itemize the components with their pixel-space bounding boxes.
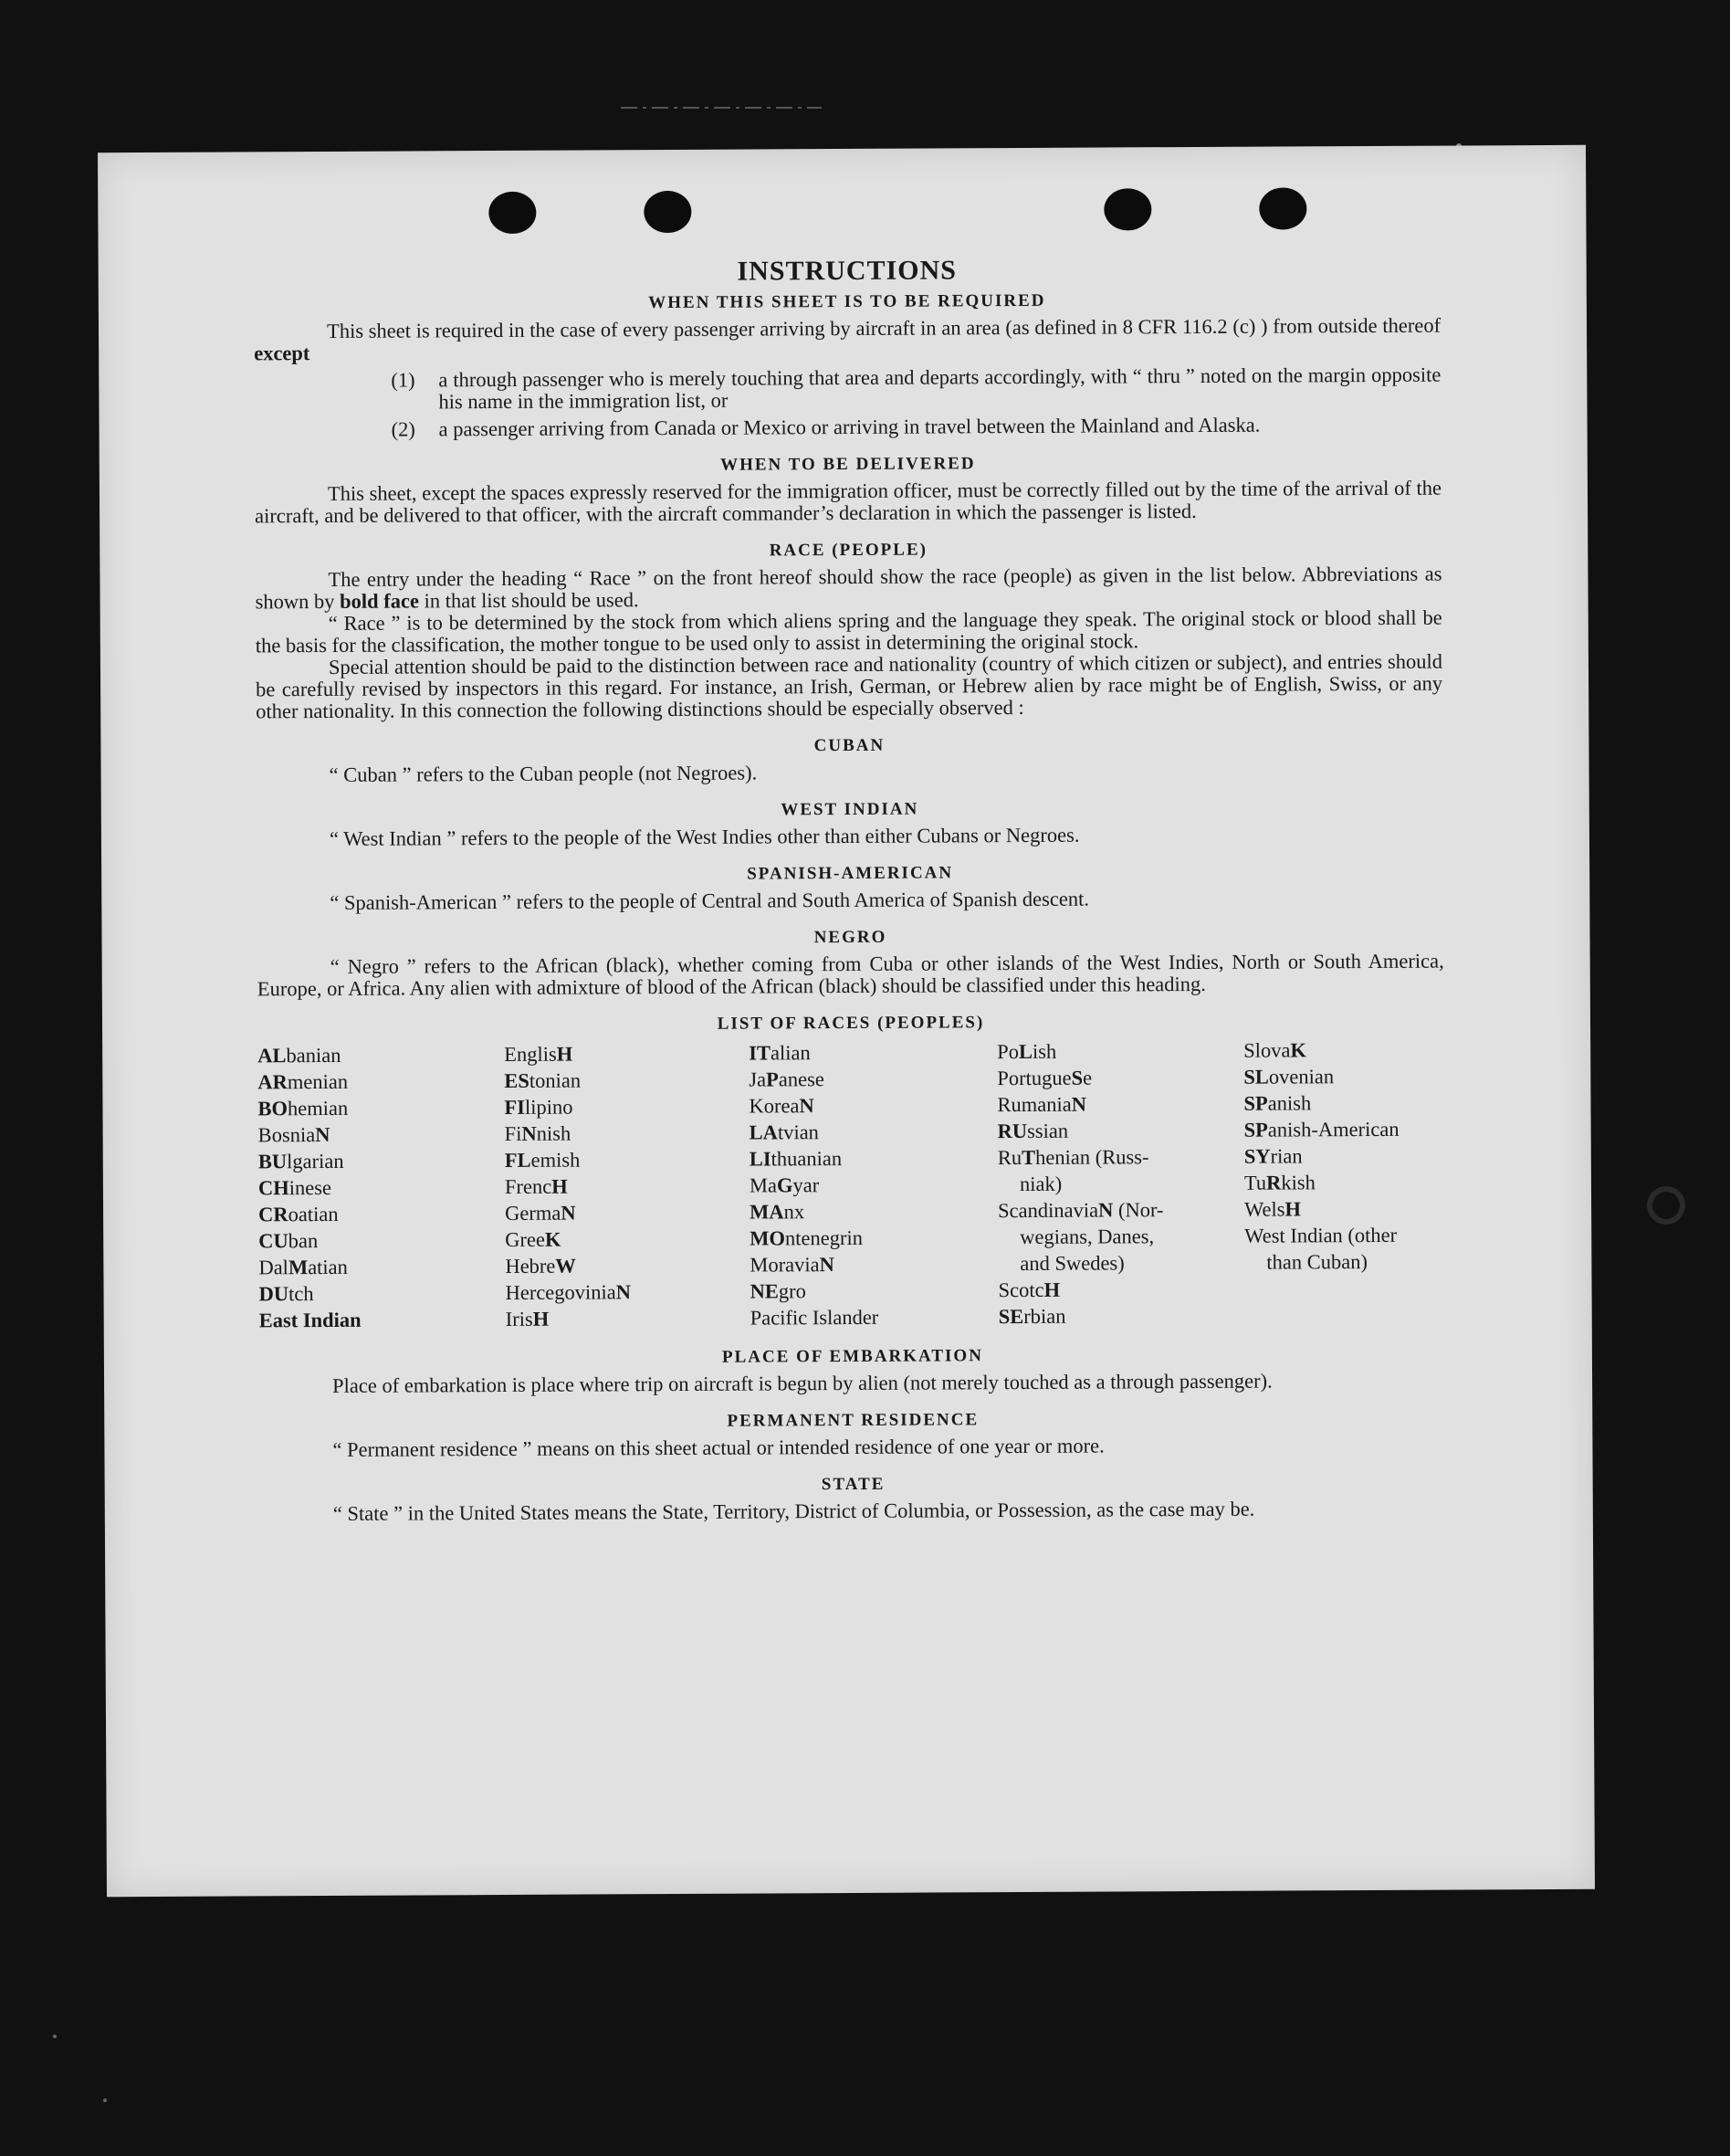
race-abbreviation: S [1071, 1066, 1084, 1089]
race-abbreviation: N [1097, 1198, 1114, 1222]
race-name-part: atian [308, 1255, 348, 1279]
race-abbreviation: SL [1243, 1065, 1269, 1089]
race-entry [505, 1146, 750, 1173]
section-heading-negro: NEGRO [813, 927, 887, 948]
race-entry [749, 1038, 997, 1066]
races-column [1243, 1036, 1446, 1329]
section-heading-when-required: WHEN THIS SHEET IS TO BE REQUIRED [648, 290, 1046, 313]
race-entry [504, 1040, 749, 1067]
race-name-part: and Swedes) [1020, 1251, 1125, 1276]
race-name-part: Iris [505, 1307, 533, 1330]
race-abbreviation: MO [750, 1226, 786, 1250]
race-name-part: Scandinavia [998, 1198, 1099, 1223]
race-entry [749, 1065, 997, 1092]
race-name-part: tvian [777, 1120, 819, 1144]
race-name-part: than Cuban) [1266, 1250, 1368, 1274]
race-name-part: ntenegrin [784, 1225, 864, 1250]
race-name-part: Portugue [997, 1066, 1072, 1090]
race-entry [1243, 1063, 1444, 1090]
race-name-part: ban [288, 1229, 319, 1253]
race-abbreviation: N [315, 1122, 330, 1147]
race-abbreviation: NE [750, 1279, 779, 1303]
race-entry [998, 1196, 1244, 1224]
section-heading-cuban: CUBAN [813, 735, 886, 756]
race-entry [258, 1253, 505, 1280]
race-abbreviation: K [544, 1227, 561, 1251]
race-abbreviation: FL [504, 1148, 531, 1172]
race-name-part: tch [288, 1282, 314, 1306]
race-entry [998, 1170, 1244, 1197]
paragraph-state: “ State ” in the United States means the State, Territory, District of Columbia, or Possession, as the case may be. [332, 1497, 1255, 1525]
race-name-part: Ma [749, 1173, 778, 1197]
race-abbreviation: K [1290, 1038, 1307, 1062]
race-name-part: Rumania [997, 1092, 1072, 1117]
race-abbreviation: R [1266, 1171, 1282, 1194]
race-entry [505, 1120, 750, 1147]
race-entry [258, 1120, 505, 1148]
section-heading-residence: PERMANENT RESIDENCE [727, 1410, 980, 1431]
section-heading-embarkation: PLACE OF EMBARKATION [721, 1346, 983, 1367]
race-name-part: Wels [1244, 1197, 1285, 1221]
race-entry [998, 1117, 1244, 1144]
paragraph-residence: “ Permanent residence ” means on this sheet actual or intended residence of one year or more. [332, 1434, 1105, 1461]
instructions-content [254, 253, 1447, 1526]
races-column [997, 1037, 1245, 1330]
race-entry [750, 1171, 998, 1198]
race-entry [505, 1225, 750, 1253]
paragraph-when-required: This sheet is required in the case of every passenger arriving by aircraft in an area (as defined in 8 CFR 116.2 (c) ) from outside thereof except [254, 313, 1442, 365]
race-entry [258, 1226, 505, 1254]
race-entry [998, 1249, 1244, 1277]
race-abbreviation: N [1071, 1092, 1087, 1116]
races-column [504, 1040, 750, 1332]
race-name-part: e [1083, 1066, 1093, 1089]
paragraph-embarkation: Place of embarkation is place where trip on aircraft is begun by alien (not merely touched as a through passenger). [332, 1369, 1273, 1397]
race-entry [506, 1305, 750, 1332]
paragraph-cuban: “ Cuban ” refers to the Cuban people (not Negroes). [329, 761, 758, 786]
race-entry [258, 1147, 505, 1174]
race-name-part: inese [288, 1175, 331, 1200]
race-name-part: ssian [1027, 1119, 1069, 1142]
race-abbreviation: LA [749, 1120, 778, 1144]
race-name-part: Korea [749, 1094, 800, 1118]
race-abbreviation: SP [1243, 1091, 1268, 1115]
race-entry [505, 1199, 750, 1226]
race-name-part: Germa [505, 1201, 561, 1225]
race-name-part: Hercegovinia [505, 1280, 616, 1304]
race-name-part: wegians, Danes, [1020, 1225, 1155, 1249]
race-entry [1244, 1195, 1445, 1223]
race-name-part: Moravia [750, 1253, 820, 1277]
punch-hole [488, 192, 536, 234]
race-name-part: menian [287, 1069, 349, 1094]
race-name-part: Fi [504, 1121, 522, 1145]
race-abbreviation: N [561, 1201, 576, 1225]
race-entry [505, 1252, 750, 1279]
race-abbreviation: N [819, 1253, 834, 1277]
paragraph-when-delivered: This sheet, except the spaces expressly reserved for the immigration officer, must be correctly filled out by the time of the arrival of the aircraft, and be delivered to that officer, with the aircraft commander’s declaration in which the passenger is listed. [255, 476, 1442, 528]
race-abbreviation: P [766, 1067, 779, 1091]
race-abbreviation: T [1021, 1145, 1036, 1169]
punch-hole [1259, 187, 1306, 229]
race-abbreviation: LI [749, 1147, 771, 1171]
race-name-part: Scotc [998, 1278, 1044, 1302]
race-name-part: Dal [258, 1256, 288, 1279]
race-abbreviation: IT [749, 1041, 771, 1065]
race-entry [997, 1090, 1243, 1118]
race-name-part: lgarian [286, 1149, 344, 1173]
punch-hole [1104, 188, 1151, 230]
list-item: (2) a passenger arriving from Canada or Mexico or arriving in travel between the Mainland and Alaska. [391, 413, 1261, 441]
race-name-part: Pacific Islander [750, 1305, 879, 1330]
race-abbreviation: BU [257, 1150, 288, 1173]
race-entry [750, 1277, 998, 1304]
race-entry [749, 1091, 997, 1119]
race-abbreviation: H [1284, 1197, 1302, 1221]
race-name-part: anish [1267, 1091, 1312, 1115]
race-abbreviation: N [615, 1280, 632, 1304]
race-entry [504, 1067, 749, 1094]
race-name-part: Ru [997, 1145, 1022, 1170]
race-name-part: rian [1270, 1144, 1303, 1168]
race-name-part: (Nor- [1113, 1198, 1164, 1222]
race-abbreviation: H [532, 1307, 550, 1330]
race-entry [1243, 1089, 1444, 1117]
race-abbreviation: L [1018, 1039, 1033, 1064]
race-abbreviation: AL [257, 1044, 287, 1067]
race-name-part: anese [778, 1067, 824, 1091]
race-name-part: rbian [1023, 1304, 1066, 1328]
race-name-part: thuanian [771, 1147, 843, 1171]
race-abbreviation: SY [1243, 1144, 1271, 1168]
race-abbreviation: FI [504, 1095, 526, 1119]
race-name-part: Hebre [505, 1254, 556, 1278]
races-column [257, 1041, 506, 1333]
paragraph-negro: “ Negro ” refers to the African (black), whether coming from Cuba or other islands of the West Indies, North or South America, Europe, or Africa. Any alien with admixture of blood of the African (black) should be classified under this heading. [257, 949, 1444, 1001]
race-abbreviation: ES [504, 1068, 529, 1092]
race-entry [258, 1173, 505, 1201]
race-abbreviation: H [1043, 1278, 1061, 1301]
race-name-part: oatian [288, 1202, 339, 1226]
race-name-part: Frenc [504, 1174, 552, 1198]
race-name-part: niak) [1019, 1172, 1063, 1196]
race-entry [257, 1094, 504, 1121]
race-entry [1244, 1142, 1445, 1170]
race-name-part: henian (Russ- [1035, 1145, 1149, 1169]
race-abbreviation: AR [257, 1070, 288, 1094]
race-entry [258, 1200, 505, 1227]
section-heading-list-of-races: LIST OF RACES (PEOPLES) [717, 1013, 985, 1034]
section-heading-spanish-american: SPANISH-AMERICAN [747, 863, 954, 884]
race-entry [257, 1041, 504, 1068]
race-name-part: banian [286, 1043, 341, 1067]
race-entry [999, 1302, 1245, 1330]
document-page [98, 145, 1595, 1898]
race-abbreviation: BO [257, 1097, 288, 1120]
race-abbreviation: East Indian [258, 1308, 362, 1332]
race-name-part: West Indian (other [1244, 1223, 1398, 1247]
race-entry [1244, 1116, 1445, 1143]
race-abbreviation: RU [997, 1119, 1028, 1143]
race-abbreviation: H [556, 1042, 573, 1066]
race-abbreviation: W [555, 1254, 576, 1278]
list-item: (1) a through passenger who is merely touching that area and departs accordingly, with “ thru ” noted on the margin opposite his name in the immigration list, or [391, 363, 1442, 414]
race-abbreviation: MA [750, 1200, 784, 1224]
race-entry [998, 1223, 1244, 1250]
paragraph-spanish-american: “ Spanish-American ” refers to the people of Central and South America of Spanish descent. [330, 887, 1089, 914]
race-abbreviation: CU [258, 1229, 288, 1253]
race-entry [750, 1224, 998, 1251]
race-entry [258, 1279, 505, 1307]
race-name-part: ish [1032, 1039, 1057, 1063]
race-entry [505, 1278, 750, 1306]
race-name-part: Englis [504, 1042, 557, 1066]
race-name-part: Gree [505, 1227, 546, 1251]
race-entry [257, 1067, 504, 1095]
page-title: INSTRUCTIONS [737, 255, 957, 287]
race-entry [1243, 1036, 1444, 1064]
race-name-part: kish [1281, 1171, 1316, 1194]
paragraph-race-2: “ Race ” is to be determined by the stock from which aliens spring and the language they speak. The original stock or blood shall be the basis for the classification, the mother tongue to be used only to assist in determining the original stock. [255, 605, 1442, 657]
race-entry [750, 1144, 998, 1172]
race-name-part: lipino [524, 1095, 573, 1119]
race-abbreviation: M [288, 1256, 309, 1279]
race-abbreviation: H [551, 1174, 568, 1198]
race-name-part: Po [997, 1040, 1020, 1064]
race-entry [1244, 1248, 1445, 1276]
race-entry [505, 1173, 750, 1200]
race-entry [997, 1037, 1243, 1065]
race-entry [1244, 1222, 1445, 1249]
race-abbreviation: CH [257, 1176, 289, 1200]
race-name-part: Tu [1243, 1171, 1267, 1194]
race-entry [1244, 1169, 1445, 1196]
race-name-part: anish-American [1267, 1117, 1400, 1141]
races-table [257, 1036, 1446, 1334]
race-abbreviation: DU [258, 1282, 289, 1306]
race-name-part: ovenian [1268, 1065, 1335, 1089]
race-entry [998, 1143, 1244, 1171]
race-abbreviation: N [521, 1121, 537, 1145]
race-name-part: Bosnia [257, 1123, 316, 1147]
paragraph-west-indian: “ West Indian ” refers to the people of the West Indies other than either Cubans or Negroes. [329, 823, 1080, 850]
punch-hole [644, 191, 691, 233]
section-heading-race: RACE (PEOPLE) [769, 540, 928, 561]
race-abbreviation: N [799, 1094, 814, 1118]
race-name-part: hemian [287, 1096, 349, 1120]
races-column [749, 1038, 999, 1330]
race-entry [504, 1093, 749, 1120]
race-name-part: tonian [529, 1068, 582, 1092]
race-abbreviation: G [776, 1173, 793, 1197]
race-name-part: nx [783, 1200, 805, 1224]
race-name-part: nish [536, 1121, 571, 1145]
race-abbreviation: SP [1243, 1118, 1268, 1141]
paragraph-race-3: Special attention should be paid to the distinction between race and nationality (country of which citizen or subject), and entries should be carefully revised by inspectors in this regard. For instance, an Irish, German, or Hebrew alien by race might be of English, Swiss, or any other nationality. In this connection the following distinctions should be especially observed : [256, 649, 1443, 723]
race-name-part: emish [530, 1148, 581, 1172]
race-entry [998, 1276, 1244, 1303]
race-name-part: gro [778, 1279, 806, 1303]
race-name-part: Ja [749, 1067, 767, 1091]
section-heading-state: STATE [821, 1474, 886, 1495]
race-name-part: alian [770, 1041, 811, 1065]
race-entry [750, 1197, 998, 1225]
race-name-part: yar [792, 1173, 820, 1197]
race-entry [750, 1303, 999, 1330]
race-abbreviation: CR [258, 1203, 288, 1226]
race-entry [750, 1118, 998, 1145]
race-abbreviation: SE [998, 1304, 1024, 1329]
race-name-part: Slova [1243, 1038, 1291, 1062]
section-heading-when-delivered: WHEN TO BE DELIVERED [719, 454, 976, 475]
race-entry [997, 1064, 1243, 1091]
race-entry [750, 1250, 998, 1278]
race-entry [259, 1306, 506, 1333]
paragraph-race-1: The entry under the heading “ Race ” on the front hereof should show the race (people) as given in the list below. Abbreviations as shown by bold face in that list should be used. [255, 562, 1442, 614]
section-heading-west-indian: WEST INDIAN [781, 799, 919, 820]
